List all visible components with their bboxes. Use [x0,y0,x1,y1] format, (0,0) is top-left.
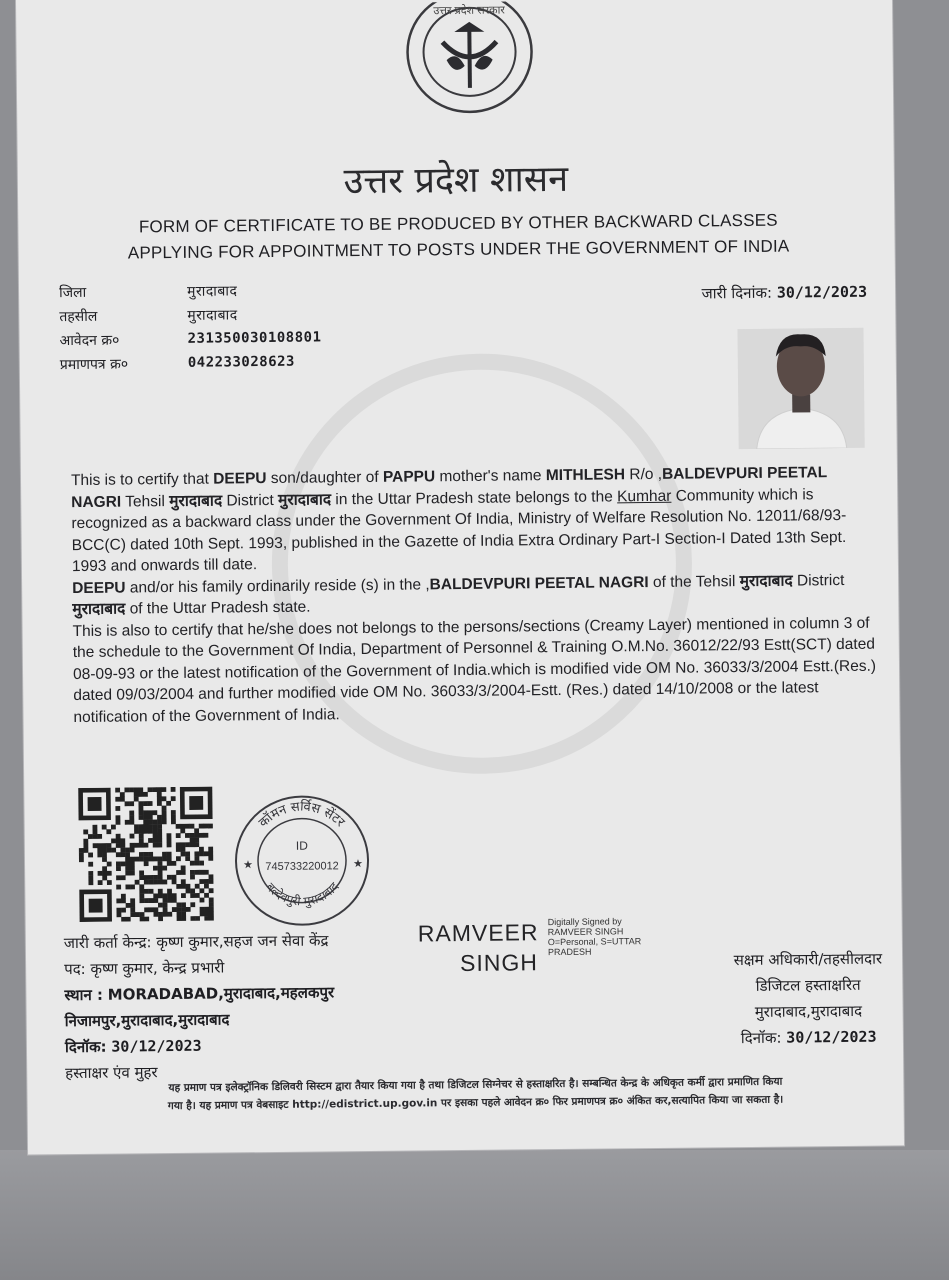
seal-bottom-text: बल्देवपुरी मुरादाबाद [263,879,342,909]
issuer-post-value: कृष्ण कुमार, केन्द्र प्रभारी [90,958,225,978]
body-paragraph-3: This is also to certify that he/she does not belongs to the persons/sections (Creamy Layer) mentioned in column 3 of the schedule to the Government Of India, Department of Personnel & Training O.M.No. 36012/22/93 Estt(SCT) dated 08-09-93 or the latest notification of the Government of India.which is modified vide OM No. 36033/3/2004 Estt.(Res.) dated 09/03/2004 and further modified vide OM No. 36033/3/2004-Estt. (Res.) dated 14/10/2008 or the latest notification of the Government of India. [72,614,877,726]
signature-and-seal-label: हस्ताक्षर एंव मुहर [65,1063,158,1083]
csc-seal [228,791,375,931]
body-text-segment: Tehsil [121,492,170,511]
body-district: मुरादाबाद [277,489,332,509]
hindi-title: उत्तर प्रदेश शासन [343,158,569,203]
issue-date-value: 30/12/2023 [776,282,868,302]
resident-tehsil: मुरादाबाद [739,571,793,590]
digital-signature-details [548,916,678,957]
resident-name: DEEPU [72,579,126,597]
applicant-address: BALDEVPURI PEETAL NAGRI [71,464,827,511]
dsig-detail-1: Digitally Signed by [547,916,622,928]
signer-name-line1: RAMVEER [417,919,539,947]
issuing-centre-label: जारी कर्ता केन्द्र: [63,933,152,953]
issuer-post-label: पद: [64,959,86,979]
authority-digital-signed: डिजिटल हस्ताक्षरित [755,975,861,995]
issuer-place-line2: निजामपुर,मुरादाबाद,मुरादाबाद [64,1010,230,1031]
district-row [59,277,321,304]
body-text-segment: and/or his family ordinarily reside (s) in the , [125,575,430,597]
seal-id-value: 745733220012 [265,860,339,874]
verification-note-line1: यह प्रमाण पत्र इलेक्ट्रॉनिक डिलिवरी सिस्टम द्वारा तैयार किया गया है तथा डिजिटल सिग्नेचर से हस्ताक्षरित है। सम्बन्धित केन्द्र के अधिकृत कर्मी द्वारा प्रमाणित किया [168,1075,783,1095]
certificate-sheet [16,0,904,1155]
father-name: PAPPU [382,468,436,486]
form-title-line1: FORM OF CERTIFICATE TO BE PRODUCED BY OTHER BACKWARD CLASSES [138,210,778,237]
tehsil-row [59,301,321,328]
seal-star-right: ★ [352,858,363,871]
seal-top-text: कॉमन सर्विस सेंटर [256,799,348,831]
digital-signature [417,916,642,978]
body-text-segment: in the Uttar Pradesh state belongs to the [330,487,618,508]
resident-district: मुरादाबाद [72,599,126,619]
body-text-segment: mother's name [435,467,546,486]
issuer-place [64,979,334,1008]
svg-text:बल्देवपुरी मुरादाबाद [263,879,342,910]
issuing-centre [64,927,334,956]
issuer-post [64,953,334,982]
up-government-emblem [394,1,545,115]
authority-date-label: दिनॉक: [740,1028,782,1048]
dsig-detail-3: O=Personal, S=UTTAR [547,936,642,948]
seal-id-label: ID [295,838,308,853]
district-value: मुरादाबाद [186,282,238,300]
verification-note [67,1072,883,1117]
form-title-line2: APPLYING FOR APPOINTMENT TO POSTS UNDER THE GOVERNMENT OF INDIA [127,236,790,263]
certificate-body [71,462,884,728]
body-text-segment: District [222,491,279,509]
issuer-date [65,1031,335,1060]
certificate-meta [59,277,322,376]
issuer-place-value: MORADABAD,मुरादाबाद,महलकपुर [107,983,335,1004]
background-surface [0,1150,949,1280]
issuer-place-label: स्थान : [64,985,104,1005]
dsig-detail-2: RAMVEER SINGH [547,926,624,938]
application-number: 231350030108801 [187,329,322,347]
authority-date-value: 30/12/2023 [786,1027,877,1047]
svg-text:कॉमन सर्विस सेंटर [255,798,348,831]
certificate-row [60,349,322,376]
body-tehsil: मुरादाबाद [169,490,223,510]
tehsil-value: मुरादाबाद [187,306,238,324]
body-text-segment: Community which is recognized as a backward class under the Government Of India, Ministry of Welfare Resolution No. 12011/68/93-BCC(C) dated 10th Sept. 1993, published in the Gazette of India Extra Ordinary Part-I Section-I Dated 13th Sept. 1993 and onwards till date. [71,485,847,576]
issuer-block [64,927,335,1086]
authority-date [734,1024,883,1052]
body-text-segment: District [792,571,845,590]
emblem-text: उत्तर प्रदेश सरकार [433,4,505,18]
application-label: आवेदन क्र० [59,332,120,349]
issue-date-label: जारी दिनांक: [701,283,773,303]
community-name: Kumhar [617,487,672,505]
body-text-segment: R/o , [624,465,663,484]
resident-address: BALDEVPURI PEETAL NAGRI [429,573,649,593]
certificate-label: प्रमाणपत्र क्र० [59,355,129,373]
tehsil-label: तहसील [59,308,98,325]
verification-note-line2: गया है। यह प्रमाण पत्र वेबसाइट http://edistrict.up.gov.in पर इसका पहले आवेदन क्र० फिर प्रमाणपत्र क्र० अंकित कर,सत्यापित किया जा सकता है। [167,1093,784,1113]
authority-title: सक्षम अधिकारी/तहसीलदार [733,949,883,970]
certificate-number: 042233028623 [187,353,296,371]
signer-name-line2: SINGH [459,949,539,977]
issuing-centre-value: कृष्ण कुमार,सहज जन सेवा केंद्र [156,931,329,952]
authority-block [734,946,883,1052]
dsig-detail-4: PRADESH [547,946,592,958]
qr-code [72,787,219,923]
issue-date [701,282,867,304]
body-paragraph-1 [71,462,882,578]
issuer-date-label: दिनॉक: [64,1037,107,1057]
applicant-name: DEEPU [213,470,267,488]
body-text-segment: of the Tehsil [648,572,740,591]
body-text-segment: of the Uttar Pradesh state. [125,598,311,618]
body-text-segment: This is to certify that [70,470,214,490]
mother-name: MITHLESH [545,466,626,485]
seal-star-left: ★ [242,859,253,872]
authority-place: मुरादाबाद,मुरादाबाद [754,1001,863,1021]
application-row [59,325,321,352]
applicant-photo [737,328,864,449]
district-label: जिला [58,284,87,301]
body-text-segment: son/daughter of [266,468,383,488]
issuer-date-value: 30/12/2023 [111,1036,202,1056]
